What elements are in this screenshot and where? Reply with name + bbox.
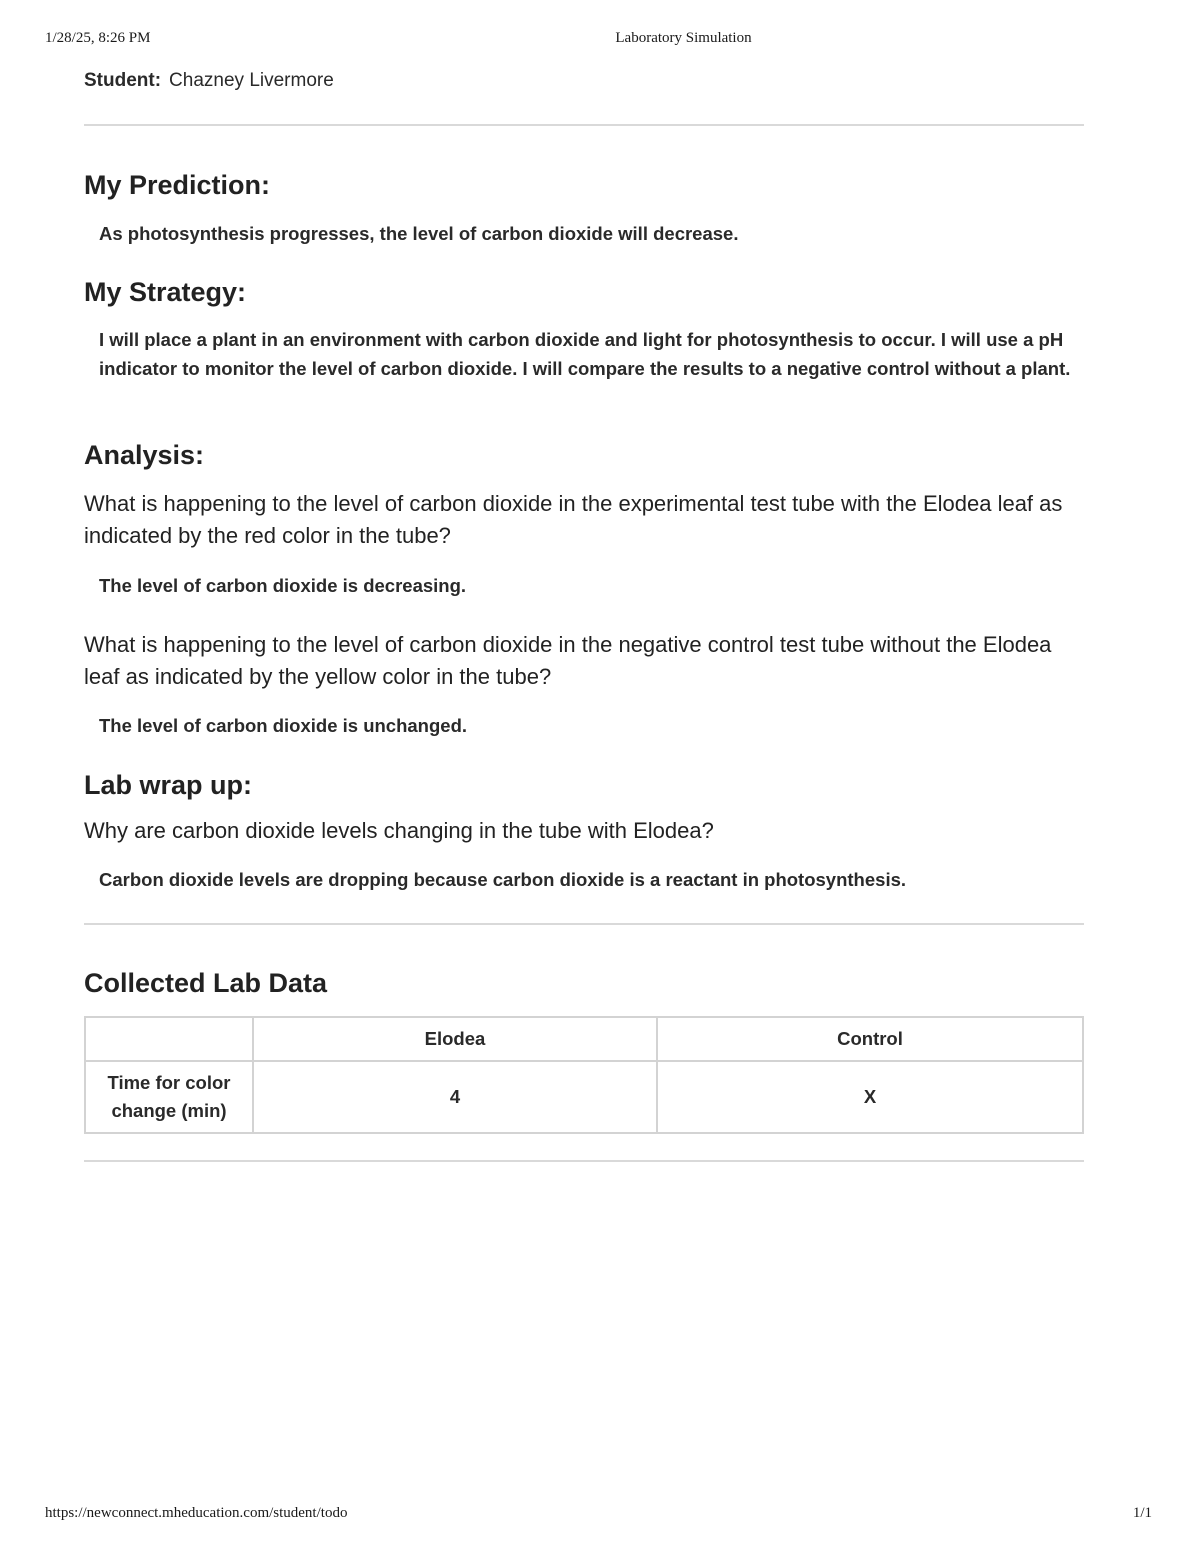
analysis-answer-1: The level of carbon dioxide is decreasing. [99, 575, 467, 596]
prediction-answer: As photosynthesis progresses, the level of carbon dioxide will decrease. [99, 223, 739, 244]
column-header-control: Control [657, 1017, 1083, 1061]
analysis-answer-2: The level of carbon dioxide is unchanged. [99, 715, 468, 736]
column-header-elodea: Elodea [253, 1017, 657, 1061]
column-header-blank [85, 1017, 253, 1061]
analysis-question-2: What is happening to the level of carbon dioxide in the negative control test tube without the Elodea leaf as indicated by the yellow color in the tube? [84, 632, 1052, 689]
print-title: Laboratory Simulation [615, 30, 752, 46]
analysis-question-1: What is happening to the level of carbon dioxide in the experimental test tube with the Elodea leaf as indicated by the red color in the tube? [84, 491, 1063, 548]
analysis-heading: Analysis: [84, 440, 205, 470]
row-label: Time for color change (min) [85, 1061, 253, 1133]
lab-data-table [84, 1016, 1084, 1134]
print-datetime: 1/28/25, 8:26 PM [45, 30, 151, 46]
divider [84, 923, 1084, 925]
strategy-heading: My Strategy: [84, 277, 247, 307]
wrap-up-question: Why are carbon dioxide levels changing in the tube with Elodea? [84, 818, 714, 843]
student-name: Chazney Livermore [169, 70, 334, 91]
prediction-heading: My Prediction: [84, 170, 271, 200]
divider [84, 124, 1084, 126]
divider [84, 1160, 1084, 1162]
table-row [85, 1061, 1083, 1133]
print-page-number: 1/1 [1132, 1505, 1152, 1521]
student-label: Student: [84, 70, 162, 91]
wrap-up-answer: Carbon dioxide levels are dropping because carbon dioxide is a reactant in photosynthesis. [99, 869, 907, 890]
strategy-answer: I will place a plant in an environment with carbon dioxide and light for photosynthesis to occur. I will use a pH indicator to monitor the level of carbon dioxide. I will compare the results to a negative control without a plant. [99, 329, 1071, 379]
print-url: https://newconnect.mheducation.com/student/todo [45, 1505, 348, 1521]
student-line [84, 70, 334, 92]
elodea-value: 4 [253, 1061, 657, 1133]
wrap-up-heading: Lab wrap up: [84, 770, 252, 800]
lab-data-heading: Collected Lab Data [84, 968, 328, 998]
table-header-row [85, 1017, 1083, 1061]
control-value: X [657, 1061, 1083, 1133]
